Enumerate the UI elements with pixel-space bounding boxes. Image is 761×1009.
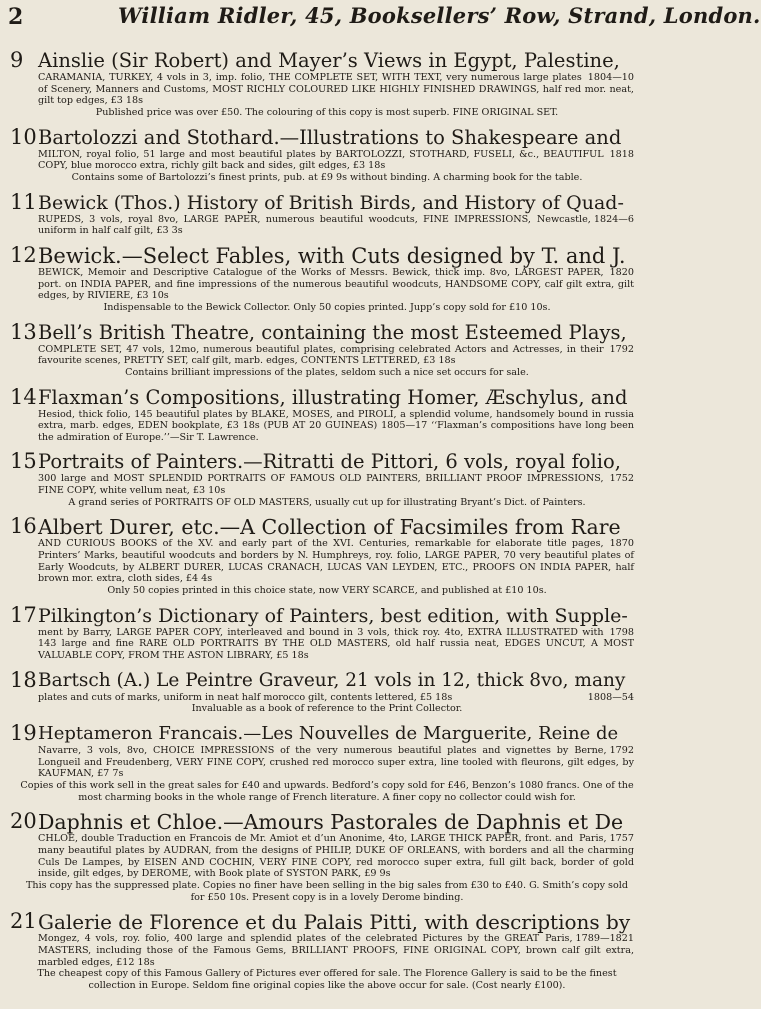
page-number: 2	[8, 4, 24, 30]
entry-lead-title: Bewick.—Select Fables, with Cuts designed by T. and J.	[38, 243, 626, 268]
catalogue-entry	[0, 242, 640, 314]
catalogue-entry	[0, 319, 640, 379]
entry-number: 13	[10, 319, 37, 344]
entry-description-text: Hesiod, thick folio, 145 beautiful plates by BLAKE, MOSES, and PIROLI, a splendid volume, handsomely bound in russia extra, marb. edges, EDEN bookplate, £3 18s (PUB AT 20 GUINEAS) 1805—17 ‘‘Flaxman’s compositions have long been the admiration of Europe.’’—Sir T. Lawrence.	[38, 408, 634, 443]
entry-description-text: Navarre, 3 vols, 8vo, CHOICE IMPRESSIONS of the very numerous beautiful plates and vignettes by Longueil and Freudenberg, VERY FINE COPY, crushed red morocco super extra, line tooled with fleurons, gilt edges, by KAUFMAN, £7 7s	[38, 745, 634, 780]
catalogue-entry	[0, 723, 640, 803]
entry-lead-title: Heptameron Francais.—Les Nouvelles de Marguerite, Reine de	[38, 723, 619, 744]
entry-date: Paris, 1757	[579, 833, 634, 845]
entry-description-text: Mongez, 4 vols, roy. folio, 400 large and splendid plates of the celebrated Pictures by the GREAT MASTERS, including those of the Famous Gems, BRILLIANT PROOFS, FINE ORIGINAL COPY, brown calf gilt extra, marbled edges, £12 18s	[38, 933, 634, 968]
entry-lead-title: Bartolozzi and Stothard.—Illustrations to Shakespeare and	[38, 125, 622, 149]
entry-date: 1804—10	[587, 72, 634, 83]
entry-lead-title: Ainslie (Sir Robert) and Mayer’s Views in Egypt, Palestine,	[38, 49, 620, 72]
catalogue-entry	[0, 667, 640, 715]
entry-note: The cheapest copy of this Famous Gallery of Pictures ever offered for sale. The Florence Gallery is said to be the finest collection in Europe. Seldom fine original copies like the above occur for sale. (Cost nearly £100).	[37, 968, 617, 991]
entry-note: Copies of this work sell in the great sales for £40 and upwards. Bedford’s copy sold for £46, Benzon’s 1080 francs. One of the most charming books in the whole range of French literature. A finer copy no collector could wish for.	[20, 779, 634, 803]
entry-number: 20	[10, 809, 37, 834]
entry-number: 12	[10, 242, 37, 267]
entry-description	[38, 473, 634, 496]
entry-lead-title: Daphnis et Chloe.—Amours Pastorales de Daphnis et De	[38, 810, 624, 835]
catalogue-entry	[0, 516, 640, 596]
entry-description	[38, 627, 634, 662]
entry-description	[38, 149, 634, 172]
catalogue-entry	[0, 911, 640, 991]
entry-description	[38, 267, 634, 302]
entry-date: 1818	[609, 148, 634, 160]
entry-note: A grand series of PORTRAITS OF OLD MASTERS, usually cut up for illustrating Bryant’s Dict. of Painters.	[68, 496, 586, 508]
catalogue-entry	[0, 50, 640, 119]
entry-lead-title: Galerie de Florence et du Palais Pitti, with descriptions by	[38, 910, 631, 935]
entry-description-text: COMPLETE SET, 47 vols, 12mo, numerous beautiful plates, comprising celebrated Actors and Actresses, in their favourite scenes, PRETTY SET, calf gilt, marb. edges, CONTENTS LETTERED, £3 18s	[38, 343, 604, 367]
page-header	[0, 0, 761, 38]
entry-description	[38, 214, 634, 237]
entry-lead-title: Bell’s British Theatre, containing the most Esteemed Plays,	[38, 320, 627, 344]
entry-description-text: MILTON, royal folio, 51 large and most beautiful plates by BARTOLOZZI, STOTHARD, FUSELI, &c., BEAUTIFUL COPY, blue morocco extra, richly gilt back and sides, gilt edges, £3 18s	[38, 148, 604, 172]
entry-date: Newcastle, 1824—6	[536, 213, 634, 225]
entry-number: 10	[10, 124, 37, 149]
entry-number: 16	[10, 514, 37, 539]
entry-description	[38, 538, 634, 585]
entry-description-text: BEWICK, Memoir and Descriptive Catalogue of the Works of Messrs. Bewick, thick imp. 8vo, LARGEST PAPER, port. on INDIA PAPER, and fine impressions of the numerous beautiful woodcuts, HANDSOME COPY, calf gilt extra, gilt edges, by RIVIERE, £3 10s	[38, 266, 634, 302]
entry-lead-title: Bartsch (A.) Le Peintre Graveur, 21 vols in 12, thick 8vo, many	[38, 669, 626, 691]
entry-note: Published price was over £50. The colouring of this copy is most superb. FINE ORIGINAL SET.	[95, 106, 559, 118]
entry-number: 11	[10, 189, 37, 214]
catalogue-entry	[0, 124, 640, 184]
entry-description	[38, 344, 634, 367]
entry-description	[38, 745, 634, 780]
entry-description-text: RUPEDS, 3 vols, royal 8vo, LARGE PAPER, numerous beautiful woodcuts, FINE IMPRESSIONS, uniform in half calf gilt, £3 3s	[38, 213, 531, 237]
entry-number: 9	[10, 48, 24, 72]
entry-lead-title: Albert Durer, etc.—A Collection of Facsimiles from Rare	[38, 515, 621, 540]
catalogue-entry	[0, 602, 640, 662]
entry-date: Paris, 1789—1821	[545, 933, 634, 945]
running-title: William Ridler, 45, Booksellers’ Row, Strand, London.	[118, 3, 761, 28]
entry-note: This copy has the suppressed plate. Copies no finer have been selling in the big sales from £30 to £40. G. Smith’s copy sold for £50 10s. Present copy is in a lovely Derome binding.	[26, 879, 628, 903]
entry-description	[38, 833, 634, 880]
entry-note: Only 50 copies printed in this choice state, now VERY SCARCE, and published at £10 10s.	[107, 585, 547, 597]
entry-number: 17	[10, 602, 37, 627]
entry-note: Indispensable to the Bewick Collector. Only 50 copies printed. Jupp’s copy sold for £10 10s.	[103, 301, 551, 313]
entry-description	[38, 692, 634, 704]
entry-lead-title: Pilkington’s Dictionary of Painters, best edition, with Supple-	[38, 604, 628, 627]
entry-number: 19	[10, 721, 37, 745]
entry-date: 1820	[609, 266, 634, 278]
entry-description-text: CHLOE, double Traduction en Francois de Mr. Amiot et d’un Anonime, 4to, LARGE THICK PAPER, front. and many beautiful plates by AUDRAN, from the designs of PHILIP, DUKE OF ORLEANS, with borders and all the charming Culs De Lampes, by EISEN AND COCHIN, VERY FINE COPY, red morocco super extra, full gilt back, border of gold inside, gilt edges, by DEROME, with Book plate of SYSTON PARK, £9 9s	[38, 833, 634, 880]
catalogue-entry	[0, 451, 640, 508]
catalogue-entries	[0, 50, 640, 1000]
entry-note: Contains some of Bartolozzi’s finest prints, pub. at £9 9s without binding. A charming book for the table.	[71, 171, 583, 183]
catalogue-entry	[0, 384, 640, 444]
entry-description-text: ment by Barry, LARGE PAPER COPY, interleaved and bound in 3 vols, thick roy. 4to, EXTRA ILLUSTRATED with 143 large and fine RARE OLD PORTRAITS BY THE OLD MASTERS, old half russia neat, EDGES UNCUT, A MOST VALUABLE COPY, FROM THE ASTON LIBRARY, £5 18s	[38, 626, 634, 662]
catalogue-entry	[0, 811, 640, 903]
entry-number: 18	[10, 667, 37, 692]
entry-lead-title: Bewick (Thos.) History of British Birds, and History of Quad-	[38, 191, 624, 214]
entry-lead-title: Flaxman’s Compositions, illustrating Homer, Æschylus, and	[38, 385, 628, 409]
entry-number: 15	[10, 449, 37, 474]
entry-date: 1870	[609, 538, 634, 550]
catalogue-entry	[0, 189, 640, 237]
entry-description-text: 300 large and MOST SPLENDID PORTRAITS OF FAMOUS OLD PAINTERS, BRILLIANT PROOF IMPRESSIONS, FINE COPY, white vellum neat, £3 10s	[38, 473, 604, 497]
entry-number: 21	[10, 909, 37, 934]
entry-number: 14	[10, 384, 37, 409]
entry-date: 1798	[609, 626, 634, 638]
entry-description	[38, 409, 634, 444]
entry-date: 1808—54	[587, 691, 634, 703]
entry-lead-title: Portraits of Painters.—Ritratti de Pittori, 6 vols, royal folio,	[38, 450, 621, 474]
entry-description-text: AND CURIOUS BOOKS of the XV. and early part of the XVI. Centuries, remarkable for elaborate title pages, Printers’ Marks, beautiful woodcuts and borders by N. Humphreys, roy. folio, LARGE PAPER, 70 very beautiful plates of Early Woodcuts, by ALBERT DURER, LUCAS CRANACH, LUCAS VAN LEYDEN, ETC., PROOFS ON INDIA PAPER, half brown mor. extra, cloth sides, £4 4s	[38, 538, 634, 585]
entry-description-text: CARAMANIA, TURKEY, 4 vols in 3, imp. folio, THE COMPLETE SET, WITH TEXT, very numerous large plates of Scenery, Manners and Customs, MOST RICHLY COLOURED LIKE HIGHLY FINISHED DRAWINGS, half red mor. neat, gilt top edges, £3 18s	[38, 72, 634, 107]
entry-date: Berne, 1792	[574, 745, 634, 756]
entry-description	[38, 933, 634, 968]
entry-description-text: plates and cuts of marks, uniform in neat half morocco gilt, contents lettered, £5 18s	[38, 691, 453, 703]
entry-description	[38, 72, 634, 107]
entry-date: 1792	[609, 343, 634, 355]
entry-note: Invaluable as a book of reference to the Print Collector.	[191, 703, 463, 715]
entry-note: Contains brilliant impressions of the plates, seldom such a nice set occurs for sale.	[125, 366, 529, 378]
entry-date: 1752	[609, 473, 634, 485]
